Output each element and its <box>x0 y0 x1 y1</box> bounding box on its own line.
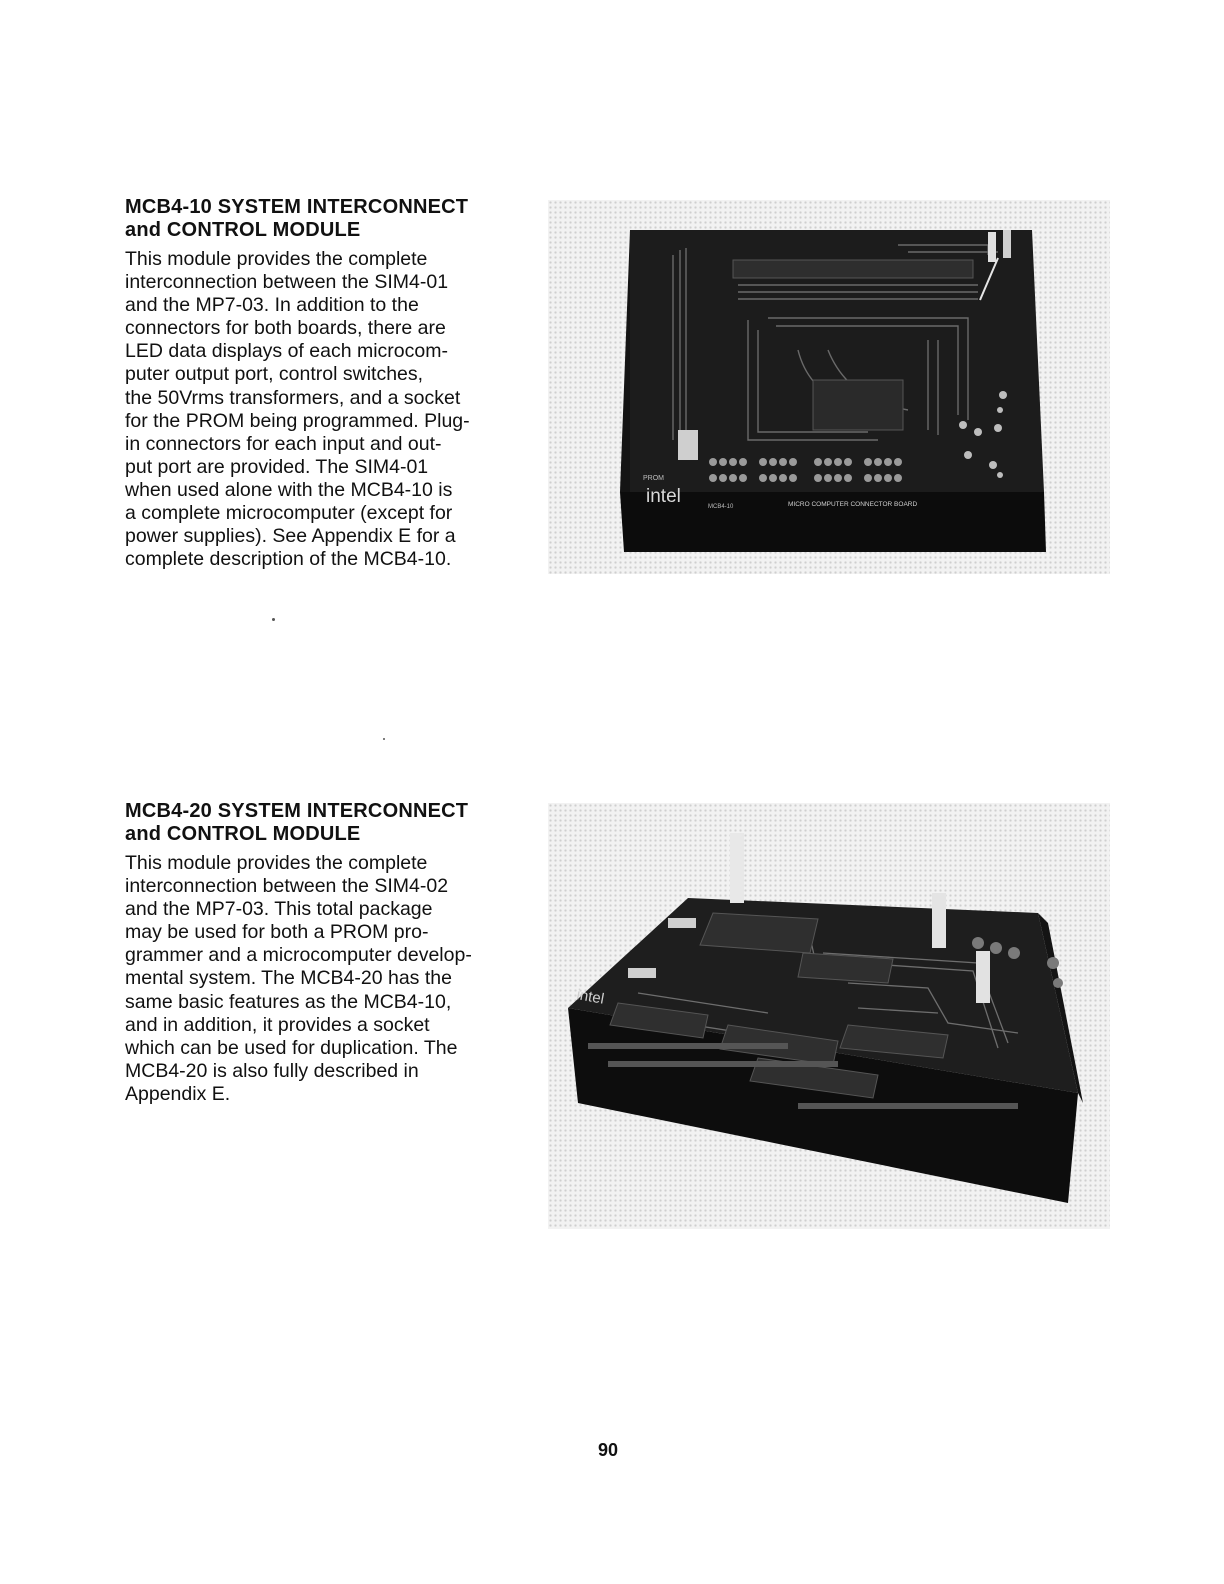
body-line: put port are provided. The SIM4-01 <box>125 455 429 478</box>
page-number: 90 <box>598 1440 619 1460</box>
body-line: connectors for both boards, there are <box>125 317 446 340</box>
body-line: grammer and a microcomputer develop- <box>125 944 472 967</box>
body-line: and in addition, it provides a socket <box>125 1013 430 1036</box>
body-line: may be used for both a PROM pro- <box>125 921 429 944</box>
body-line: in connectors for each input and out- <box>125 432 442 455</box>
body-line: Appendix E. <box>125 1082 231 1105</box>
model-label: MCB4-10 <box>708 504 734 510</box>
body-line: and the MP7-03. This total package <box>125 898 433 921</box>
body-line: puter output port, control switches, <box>125 363 424 386</box>
title-line: MCB4-20 SYSTEM INTERCONNECT <box>125 800 469 822</box>
body-line: same basic features as the MCB4-10, <box>125 990 452 1013</box>
body-line: and the MP7-03. In addition to the <box>125 294 419 317</box>
title-line: and CONTROL MODULE <box>125 219 361 241</box>
section-title <box>125 196 510 242</box>
intel-logo: intel <box>575 986 606 1008</box>
body-line: LED data displays of each microcom- <box>125 340 448 363</box>
section-mcb4-10 <box>125 196 510 571</box>
section-body <box>125 852 510 1106</box>
print-speck <box>383 738 385 740</box>
mcb4-20-board-illustration <box>548 803 1110 1229</box>
section-body <box>125 248 510 571</box>
body-line: a complete microcomputer (except for <box>125 502 453 525</box>
body-line: interconnection between the SIM4-01 <box>125 271 449 294</box>
print-speck <box>272 618 275 621</box>
body-line: mental system. The MCB4-20 has the <box>125 967 452 990</box>
body-line: the 50Vrms transformers, and a socket <box>125 386 461 409</box>
body-line: This module provides the complete <box>125 248 428 270</box>
mcb4-10-board-photo <box>548 200 1110 574</box>
body-line: This module provides the complete <box>125 852 428 874</box>
title-line: MCB4-10 SYSTEM INTERCONNECT <box>125 196 469 218</box>
body-line: power supplies). See Appendix E for a <box>125 525 456 548</box>
intel-logo: intel <box>646 486 681 507</box>
mcb4-20-board-photo <box>548 803 1110 1229</box>
mcb4-10-board-illustration <box>548 200 1110 574</box>
body-line: for the PROM being programmed. Plug- <box>125 409 470 432</box>
body-line: when used alone with the MCB4-10 is <box>125 478 453 501</box>
body-line: interconnection between the SIM4-02 <box>125 875 449 898</box>
board-label: MICRO COMPUTER CONNECTOR BOARD <box>788 501 918 508</box>
body-line: MCB4-20 is also fully described in <box>125 1059 419 1082</box>
section-title <box>125 800 510 846</box>
body-line: complete description of the MCB4-10. <box>125 548 452 571</box>
title-line: and CONTROL MODULE <box>125 823 361 845</box>
body-line: which can be used for duplication. The <box>125 1036 458 1059</box>
prom-label: PROM <box>643 475 664 482</box>
section-mcb4-20 <box>125 800 510 1106</box>
